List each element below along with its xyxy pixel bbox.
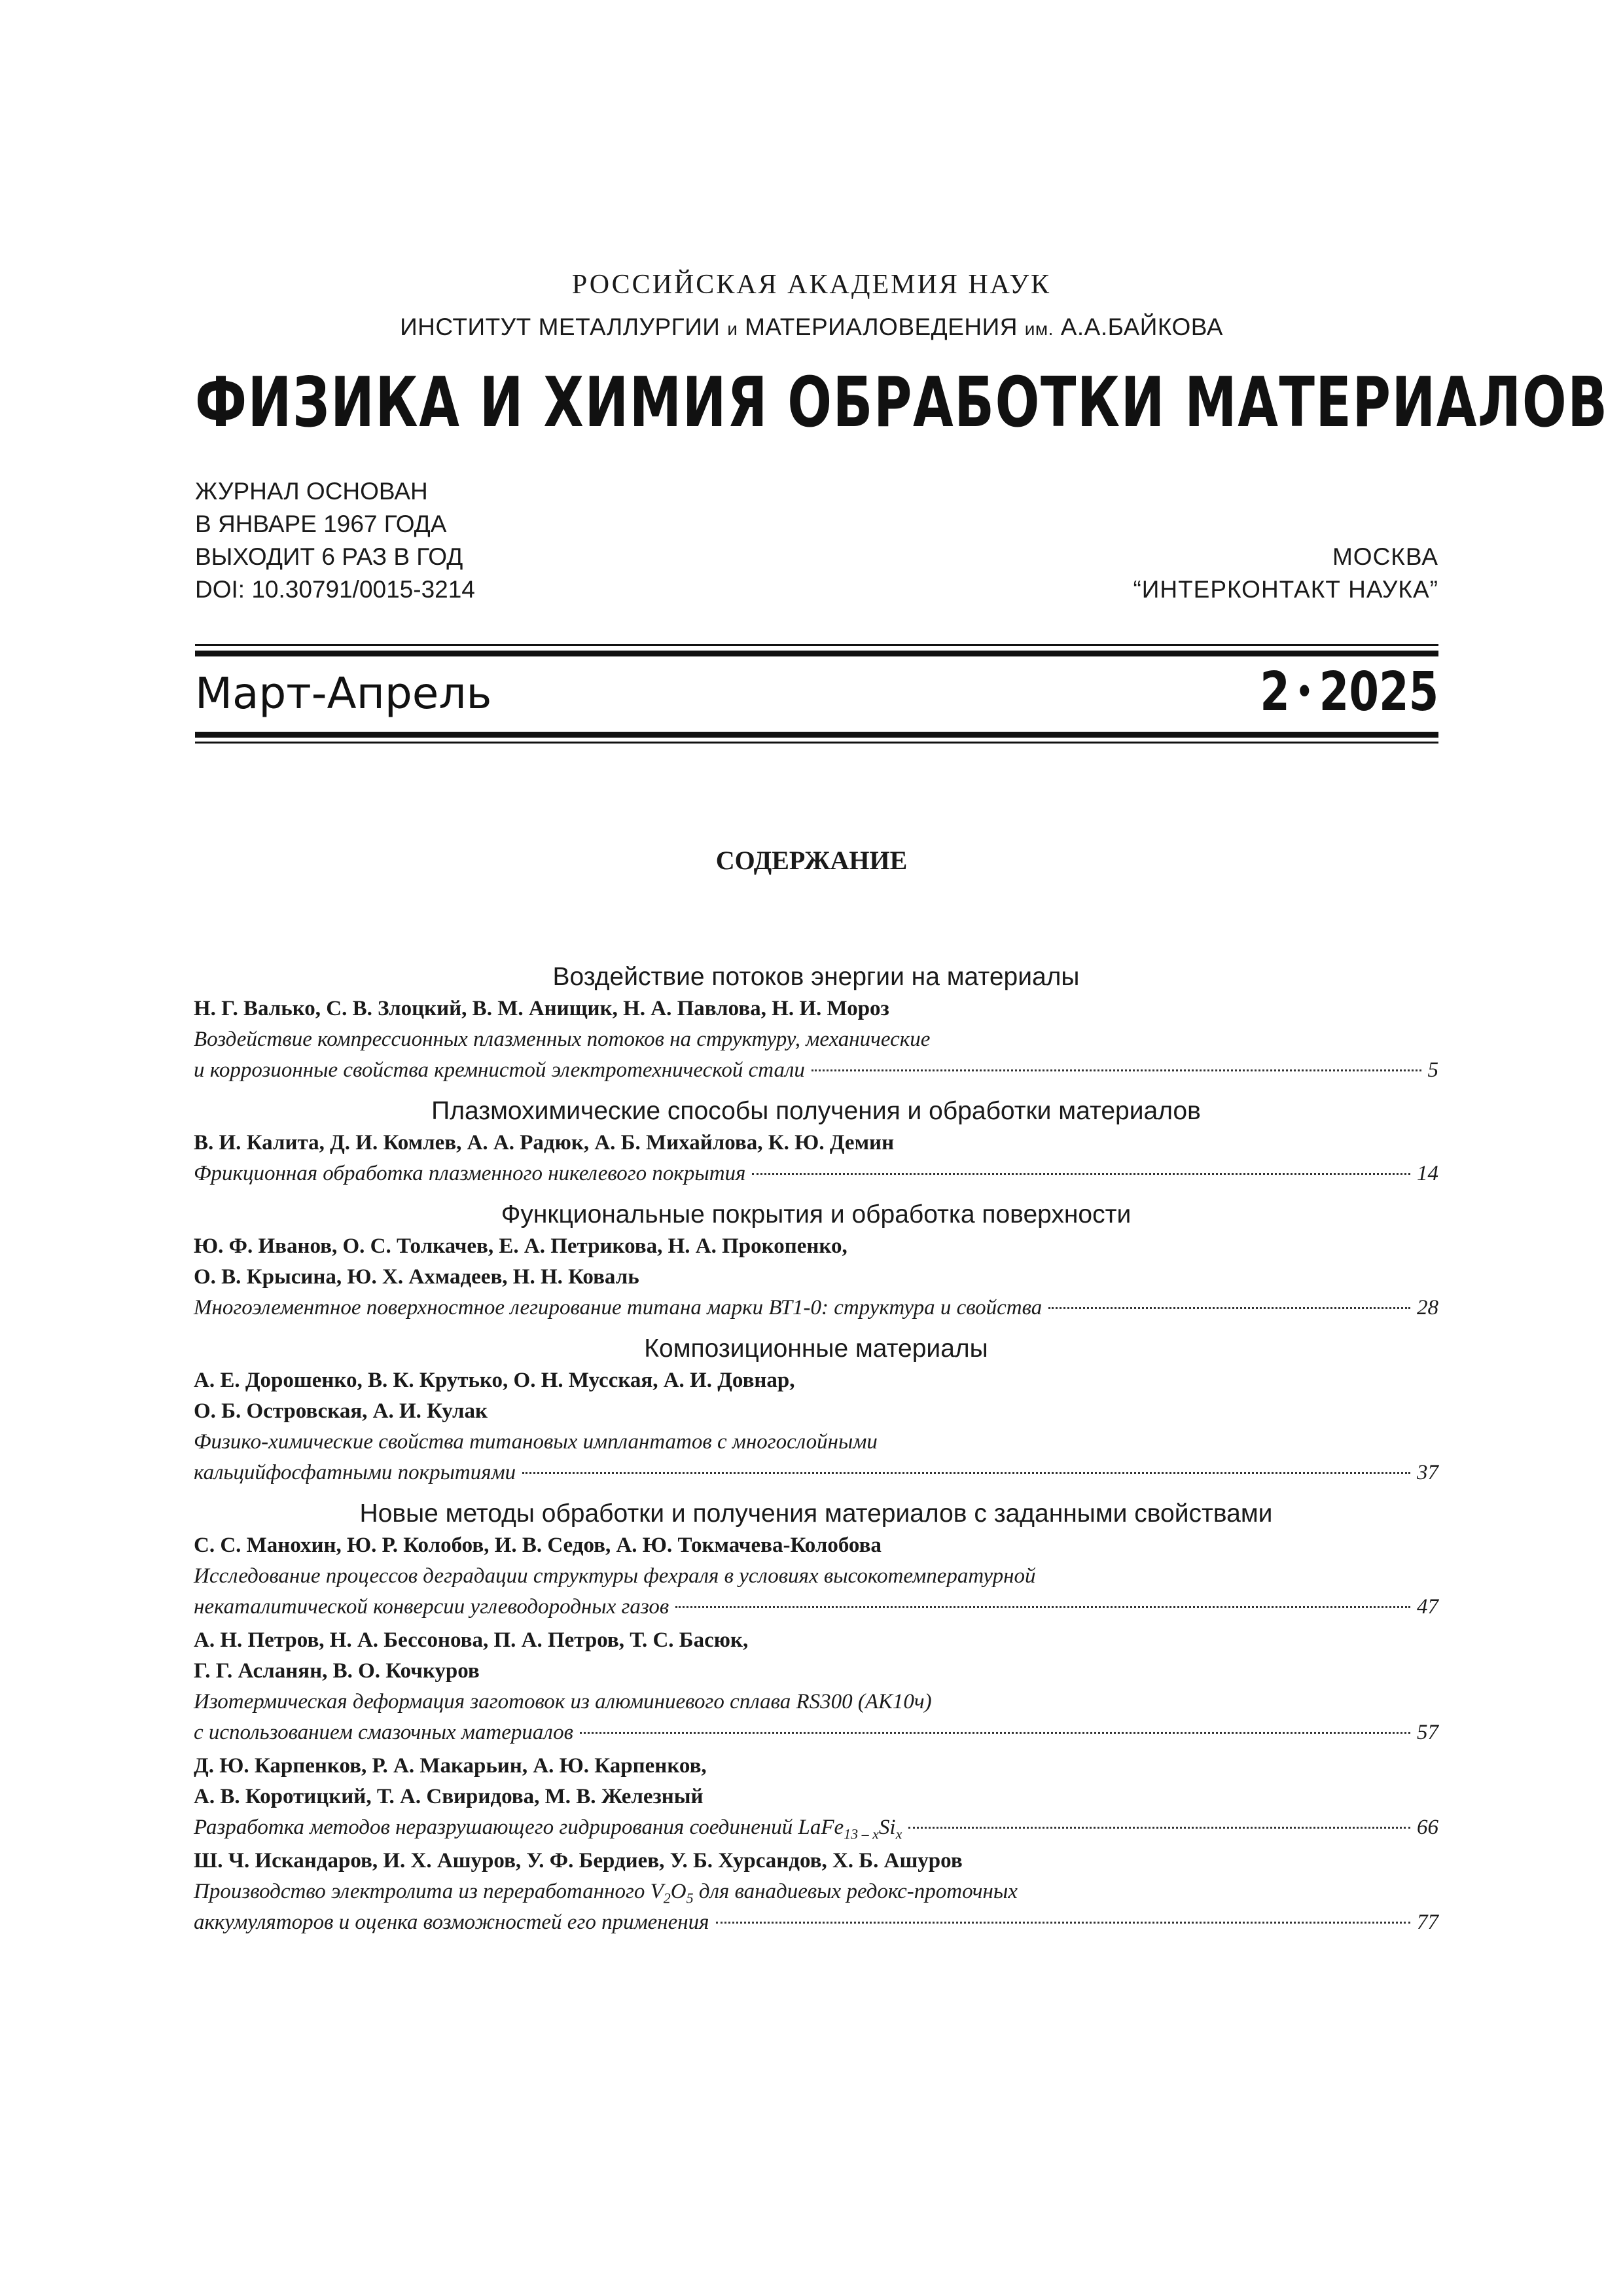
dot-leader <box>908 1827 1410 1829</box>
article-authors: Н. Г. Валько, С. В. Злоцкий, В. М. Анищик, Н. А. Павлова, Н. И. Мороз <box>194 997 889 1020</box>
article-authors: О. Б. Островская, А. И. Кулак <box>194 1399 488 1423</box>
academy-name: РОССИЙСКАЯ АКАДЕМИЯ НАУК <box>571 270 1052 300</box>
article-authors: Г. Г. Асланян, В. О. Кочкуров <box>194 1659 480 1683</box>
journal-info-line: ЖУРНАЛ ОСНОВАН <box>195 478 428 505</box>
article-title-last-line: аккумуляторов и оценка возможностей его применения 77 <box>194 1907 1438 1938</box>
toc-entry[interactable] <box>194 1530 1438 1623</box>
divider-thick <box>195 651 1438 656</box>
issue-number: 2 • 2025 <box>1259 661 1438 723</box>
article-title-last-line: и коррозионные свойства кремнистой электротехнической стали 5 <box>194 1055 1438 1086</box>
article-authors: А. Е. Дорошенко, В. К. Крутько, О. Н. Мусская, А. И. Довнар, <box>194 1369 795 1392</box>
journal-doi: DOI: 10.30791/0015-3214 <box>195 576 475 603</box>
article-authors: В. И. Калита, Д. И. Комлев, А. А. Радюк, А. Б. Михайлова, К. Ю. Демин <box>194 1131 895 1155</box>
page-number: 37 <box>1417 1461 1438 1484</box>
article-authors: Д. Ю. Карпенков, Р. А. Макарьин, А. Ю. Карпенков, <box>194 1754 707 1778</box>
article-title-last-line: некаталитической конверсии углеводородных газов 47 <box>194 1592 1438 1623</box>
page-number: 47 <box>1417 1595 1438 1619</box>
dot-leader <box>716 1922 1410 1924</box>
journal-info <box>195 475 784 606</box>
page-number: 28 <box>1417 1296 1438 1319</box>
toc-entry[interactable] <box>194 1128 1438 1189</box>
issue-period: Март-Апрель <box>195 668 492 719</box>
publisher-name: “ИНТЕРКОНТАКТ НАУКА” <box>1133 576 1438 603</box>
toc-entry[interactable] <box>194 1231 1438 1323</box>
toc-entry[interactable] <box>194 1751 1438 1843</box>
article-title-last-line: Фрикционная обработка плазменного никелевого покрытия 14 <box>194 1158 1438 1189</box>
article-title-last-line: Многоэлементное поверхностное легирование титана марки ВТ1-0: структура и свойства 28 <box>194 1293 1438 1323</box>
toc-entry[interactable] <box>194 1846 1438 1938</box>
article-title: Исследование процессов деградации структуры фехраля в условиях высокотемпературной <box>194 1564 1036 1588</box>
journal-info-line: В ЯНВАРЕ 1967 ГОДА <box>195 511 447 537</box>
publisher-block <box>1133 541 1438 606</box>
dot-leader <box>675 1606 1410 1608</box>
divider-thin <box>195 644 1438 646</box>
section-title: Композиционные материалы <box>644 1335 988 1363</box>
contents-heading: СОДЕРЖАНИЕ <box>715 846 908 875</box>
article-authors: А. Н. Петров, Н. А. Бессонова, П. А. Петров, Т. С. Басюк, <box>194 1628 749 1652</box>
journal-title: ФИЗИКА И ХИМИЯ ОБРАБОТКИ МАТЕРИАЛОВ <box>195 363 1609 442</box>
section-title: Воздействие потоков энергии на материалы <box>552 963 1080 991</box>
dot-leader <box>522 1472 1410 1474</box>
dot-leader <box>580 1732 1410 1734</box>
article-title-last-line: Разработка методов неразрушающего гидрирования соединений $LaFe_{13 - x}Si_x$ 66 <box>194 1812 1438 1843</box>
toc-entry[interactable] <box>194 994 1438 1086</box>
article-authors: А. В. Коротицкий, Т. А. Свиридова, М. В. Железный <box>194 1785 704 1808</box>
page-number: 57 <box>1417 1721 1438 1744</box>
section-title: Функциональные покрытия и обработка поверхности <box>501 1200 1132 1229</box>
page-number: 66 <box>1417 1816 1438 1839</box>
article-title: Производство электролита из переработанного $V_2O_5$ для ванадиевых редокс-проточных <box>194 1880 1018 1907</box>
article-authors: С. С. Манохин, Ю. Р. Колобов, И. В. Седов, А. Ю. Токмачева-Колобова <box>194 1534 882 1557</box>
institute-name: ИНСТИТУТ МЕТАЛЛУРГИИ и МАТЕРИАЛОВЕДЕНИЯ им. А.А.БАЙКОВА <box>400 314 1223 340</box>
toc-entry[interactable] <box>194 1365 1438 1488</box>
dot-leader <box>752 1173 1410 1175</box>
journal-info-line: ВЫХОДИТ 6 РАЗ В ГОД <box>195 543 463 570</box>
article-authors: Ш. Ч. Искандаров, И. Х. Ашуров, У. Ф. Бердиев, У. Б. Хурсандов, Х. Б. Ашуров <box>194 1849 963 1873</box>
article-authors: Ю. Ф. Иванов, О. С. Толкачев, Е. А. Петрикова, Н. А. Прокопенко, <box>194 1234 847 1258</box>
section-title: Плазмохимические способы получения и обработки материалов <box>431 1097 1201 1125</box>
toc-entry[interactable] <box>194 1625 1438 1748</box>
article-title: Воздействие компрессионных плазменных потоков на структуру, механические <box>194 1028 931 1051</box>
divider-thick <box>195 732 1438 738</box>
dot-leader <box>1048 1307 1410 1309</box>
dot-leader <box>812 1069 1421 1071</box>
section-title: Новые методы обработки и получения материалов с заданными свойствами <box>359 1499 1273 1528</box>
publisher-city: МОСКВА <box>1332 543 1438 570</box>
article-title-last-line: с использованием смазочных материалов 57 <box>194 1717 1438 1748</box>
page-number: 5 <box>1427 1058 1438 1082</box>
article-title-last-line: кальцийфосфатными покрытиями 37 <box>194 1458 1438 1488</box>
article-title: Физико-химические свойства титановых имплантатов с многослойными <box>194 1430 878 1454</box>
bullet-icon: • <box>1296 672 1313 711</box>
page-number: 14 <box>1417 1162 1438 1185</box>
article-title: Изотермическая деформация заготовок из алюминиевого сплава RS300 (АК10ч) <box>194 1690 932 1713</box>
article-authors: О. В. Крысина, Ю. Х. Ахмадеев, Н. Н. Коваль <box>194 1265 639 1289</box>
table-of-contents <box>194 961 1438 1938</box>
page-number: 77 <box>1417 1910 1438 1934</box>
divider-thin <box>195 742 1438 744</box>
